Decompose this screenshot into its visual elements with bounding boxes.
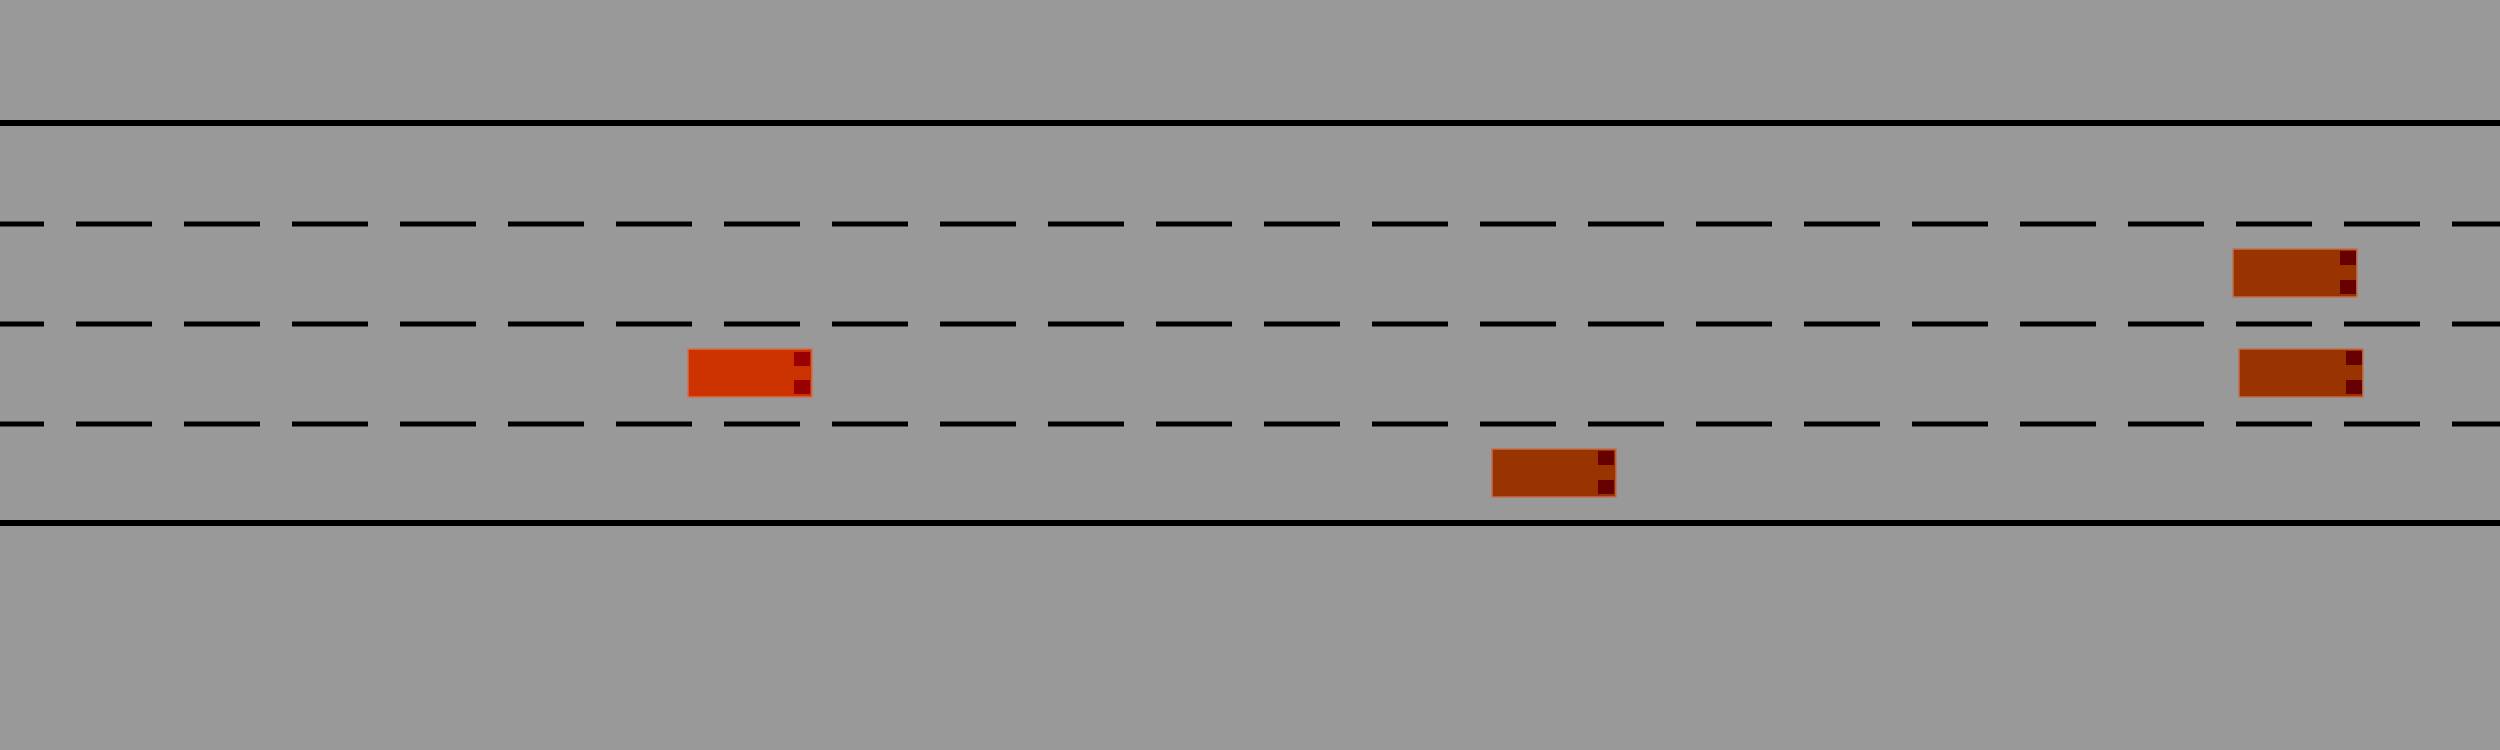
npc-vehicle-1 bbox=[2233, 249, 2357, 297]
npc-vehicle-2-light-right bbox=[2346, 380, 2362, 394]
npc-vehicle-3-light-left bbox=[1598, 451, 1614, 465]
ego-vehicle-light-right bbox=[794, 380, 810, 394]
npc-vehicle-1-light-left bbox=[2340, 251, 2356, 265]
npc-vehicle-3-body bbox=[1492, 449, 1616, 497]
npc-vehicle-1-light-right bbox=[2340, 280, 2356, 294]
npc-vehicle-2 bbox=[2239, 349, 2363, 397]
ego-vehicle-body bbox=[688, 349, 812, 397]
npc-vehicle-2-light-left bbox=[2346, 351, 2362, 365]
npc-vehicle-1-body bbox=[2233, 249, 2357, 297]
npc-vehicle-3 bbox=[1492, 449, 1616, 497]
npc-vehicle-2-body bbox=[2239, 349, 2363, 397]
npc-vehicle-3-light-right bbox=[1598, 480, 1614, 494]
road-edge-bottom bbox=[0, 520, 2500, 526]
road-edge-top bbox=[0, 120, 2500, 126]
ego-vehicle-light-left bbox=[794, 352, 810, 366]
ego-vehicle bbox=[688, 349, 812, 397]
